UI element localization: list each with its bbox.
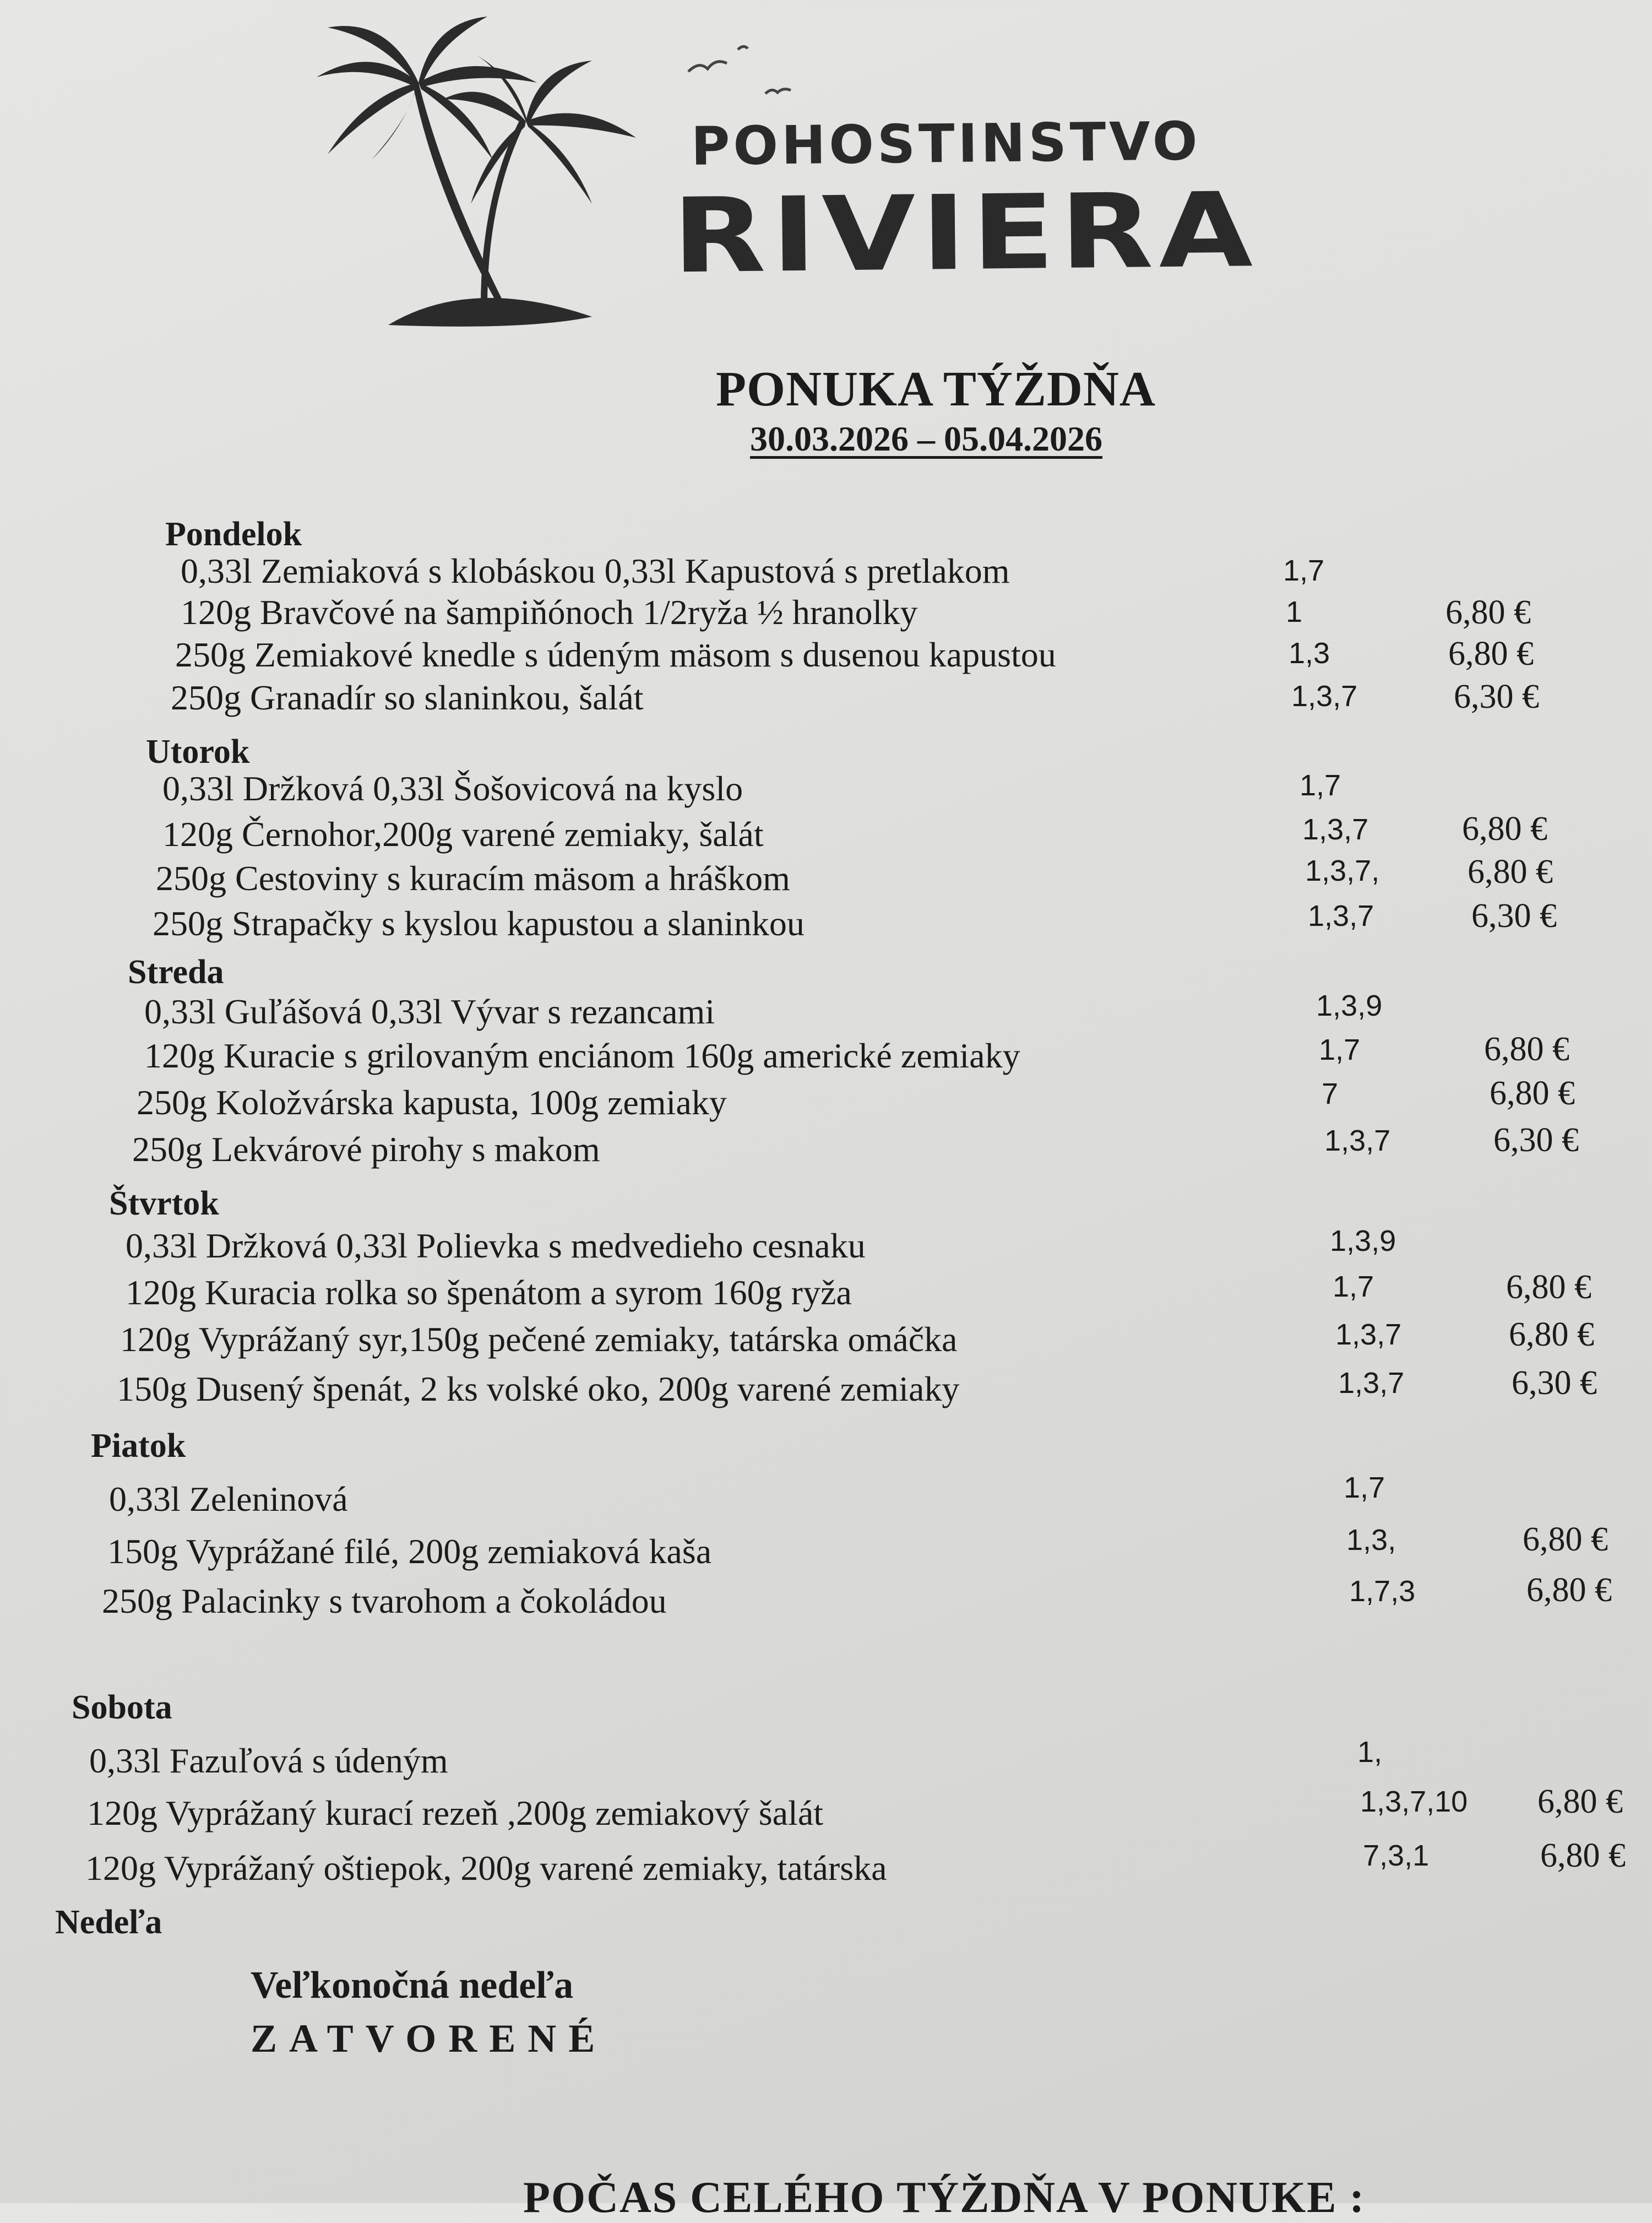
allergen-codes: 1,7 [1283,554,1325,587]
palm-tree-logo [306,17,647,330]
allergen-codes: 1,7 [1300,769,1341,802]
sunday-note: Veľkonočná nedeľa [251,1964,574,2007]
closed-status: ZATVORENÉ [251,2016,607,2061]
allergen-codes: 1,3,9 [1316,989,1383,1022]
menu-item: 0,33l Držková 0,33l Šošovicová na kyslo [162,769,743,808]
allergen-codes: 1,3,7 [1291,680,1358,713]
price: 6,80 € [1506,1268,1591,1306]
page-title: PONUKA TÝŽDŇA [716,362,1156,416]
menu-item: 150g Vyprážané filé, 200g zemiaková kaša [107,1532,712,1571]
price: 6,80 € [1509,1316,1594,1353]
menu-item: 250g Cestoviny s kuracím mäsom a hráškom [156,859,790,898]
menu-item: 0,33l Guľášová 0,33l Vývar s rezancami [144,992,715,1031]
price: 6,80 € [1462,810,1547,848]
day-heading: Piatok [91,1427,186,1465]
brand-subtitle: POHOSTINSTVO [691,110,1202,177]
allergen-codes: 1,3,7 [1324,1124,1391,1157]
allergen-codes: 1,7 [1333,1270,1374,1303]
allergen-codes: 1,3,7,10 [1360,1785,1468,1818]
day-heading: Nedeľa [55,1904,162,1941]
menu-item: 250g Lekvárové pirohy s makom [132,1130,600,1169]
price: 6,30 € [1512,1364,1597,1402]
menu-item: 120g Kuracia rolka so špenátom a syrom 160g ryža [126,1273,852,1312]
allergen-codes: 1,3,7 [1335,1318,1402,1351]
allergen-codes: 1,3 [1289,637,1330,670]
allergen-codes: 7,3,1 [1363,1839,1430,1872]
allergen-codes: 1, [1357,1736,1383,1769]
menu-item: 250g Palacinky s tvarohom a čokoládou [102,1581,667,1620]
footer-heading: POČAS CELÉHO TÝŽDŇA V PONUKE : [523,2173,1366,2222]
menu-item: 250g Zemiakové knedle s údeným mäsom s dusenou kapustou [175,635,1056,674]
price: 6,80 € [1490,1075,1575,1112]
allergen-codes: 1,7,3 [1349,1575,1416,1608]
allergen-codes: 1,3,7, [1305,854,1380,887]
day-heading: Utorok [146,733,250,771]
menu-item: 120g Kuracie s grilovaným enciánom 160g americké zemiaky [144,1036,1020,1075]
menu-item: 0,33l Fazuľová s údeným [89,1741,448,1780]
allergen-codes: 1,3,7 [1302,813,1369,846]
menu-item: 250g Strapačky s kyslou kapustou a slaninkou [153,904,805,943]
allergen-codes: 1,3,7 [1308,899,1374,932]
brand-name: RIVIERA [672,170,1259,296]
price: 6,80 € [1537,1783,1623,1820]
menu-item: 0,33l Držková 0,33l Polievka s medvedieho cesnaku [126,1226,866,1265]
price: 6,30 € [1471,897,1557,935]
birds-icon [683,39,804,110]
menu-item: 120g Vyprážaný oštiepok, 200g varené zemiaky, tatárska [85,1848,887,1888]
price: 6,80 € [1523,1521,1608,1558]
price: 6,80 € [1468,853,1553,891]
price: 6,80 € [1446,594,1531,631]
allergen-codes: 1,3, [1346,1523,1396,1557]
allergen-codes: 1,7 [1319,1033,1361,1066]
allergen-codes: 1,3,7 [1338,1367,1405,1400]
price: 6,80 € [1540,1837,1626,1874]
day-heading: Streda [128,953,224,991]
allergen-codes: 1 [1286,595,1303,628]
menu-item: 250g Koložvárska kapusta, 100g zemiaky [137,1083,727,1122]
menu-item: 250g Granadír so slaninkou, šalát [171,678,644,717]
day-heading: Štvrtok [109,1185,219,1222]
menu-item: 120g Bravčové na šampiňónoch 1/2ryža ½ hranolky [181,593,918,632]
date-range: 30.03.2026 – 05.04.2026 [750,419,1102,458]
menu-item: 120g Černohor,200g varené zemiaky, šalát [162,815,764,854]
allergen-codes: 1,7 [1344,1471,1385,1504]
price: 6,80 € [1526,1571,1612,1609]
allergen-codes: 1,3,9 [1330,1224,1396,1257]
menu-item: 0,33l Zemiaková s klobáskou 0,33l Kapustová s pretlakom [181,551,1010,590]
menu-item: 120g Vyprážaný syr,150g pečené zemiaky, tatárska omáčka [120,1320,958,1359]
menu-item: 120g Vyprážaný kurací rezeň ,200g zemiakový šalát [87,1793,823,1832]
menu-item: 0,33l Zeleninová [109,1479,348,1519]
allergen-codes: 7 [1322,1077,1339,1110]
day-heading: Sobota [72,1689,172,1726]
day-heading: Pondelok [165,516,302,553]
price: 6,80 € [1448,635,1534,673]
price: 6,80 € [1484,1031,1569,1068]
price: 6,30 € [1493,1121,1579,1159]
menu-item: 150g Dusený špenát, 2 ks volské oko, 200g varené zemiaky [117,1369,960,1408]
price: 6,30 € [1454,678,1539,715]
